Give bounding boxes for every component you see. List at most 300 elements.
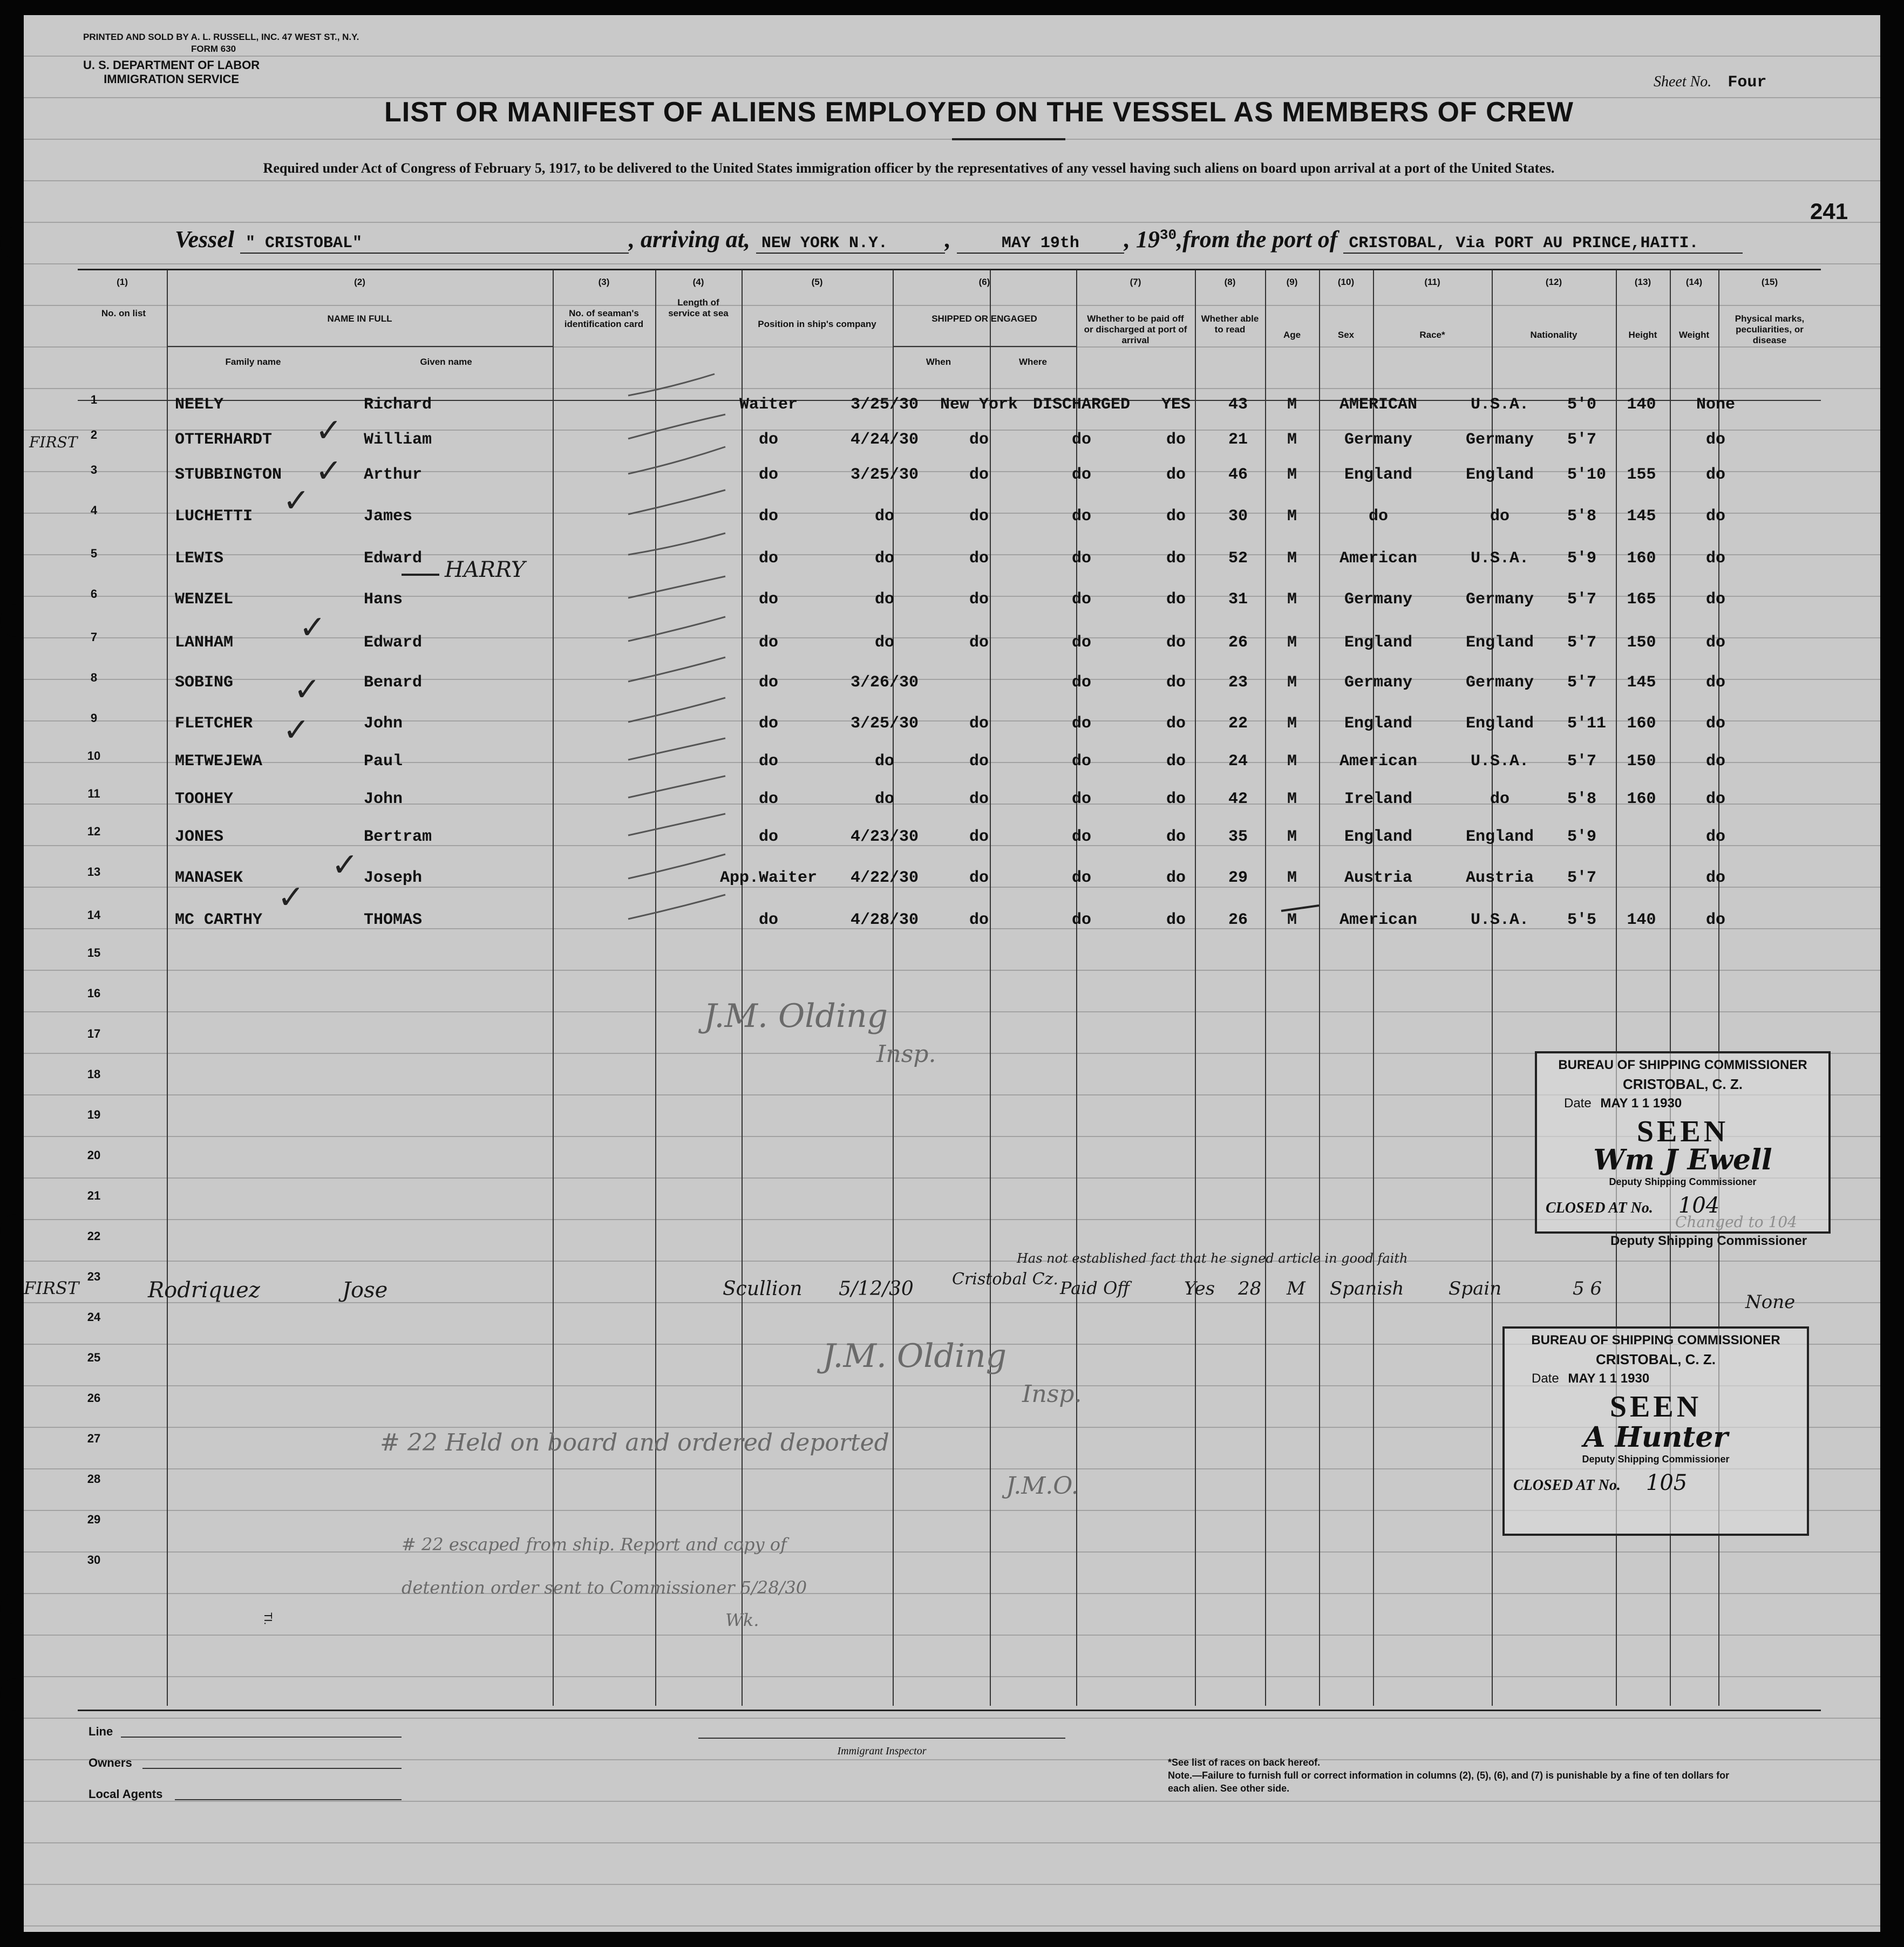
column-number: (10) [1337, 277, 1355, 287]
crew-when-cell: 3/26/30 [850, 673, 919, 692]
footer-rule [78, 1710, 1821, 1711]
crew-position-cell: do [758, 466, 778, 484]
header-when: When [926, 357, 951, 367]
crew-family-cell: LEWIS [175, 549, 224, 568]
crew-age-cell: 46 [1228, 466, 1248, 484]
crew-race-cell: Germany [1344, 590, 1413, 609]
crew-age-cell: 24 [1228, 752, 1248, 771]
crew-where-cell: do [969, 790, 989, 808]
crew-read-cell: do [1166, 869, 1186, 887]
crew-marks-cell: do [1705, 634, 1725, 652]
ditto-stroke [628, 617, 725, 641]
crew-height-cell: 5'8 [1567, 507, 1597, 526]
crew-read-cell: do [1166, 466, 1186, 484]
crew-paid-cell: do [1071, 752, 1091, 771]
row-number: 19 [87, 1108, 101, 1121]
crew-age-cell: 29 [1228, 869, 1248, 887]
crew-when-cell: 4/24/30 [850, 431, 919, 449]
row22-sex: M [1287, 1278, 1305, 1299]
port-label: from the port of [1182, 226, 1338, 253]
row-number: 11 [87, 787, 100, 800]
crew-where-cell: do [969, 590, 989, 609]
crew-family-cell: LUCHETTI [175, 507, 253, 526]
check-mark-icon: ✓ [283, 711, 310, 749]
crew-given-cell: Edward [364, 634, 423, 652]
crew-height-cell: 5'9 [1567, 549, 1597, 568]
escape-note-line-2: detention order sent to Commissioner 5/28/30 [402, 1577, 807, 1598]
stamp-closed-label: CLOSED AT No. [1546, 1200, 1653, 1216]
crew-where-cell: do [969, 431, 989, 449]
vessel-label: Vessel [175, 226, 234, 253]
crew-position-cell: Waiter [739, 396, 798, 414]
crew-sex-cell: M [1287, 396, 1297, 414]
crew-position-cell: do [758, 752, 778, 771]
sheet-value: Four [1728, 73, 1767, 92]
crew-weight-cell: 160 [1627, 549, 1656, 568]
crew-height-cell: 5'8 [1567, 790, 1597, 808]
crew-sex-cell: M [1287, 869, 1297, 887]
footer-line-label: Line [89, 1725, 113, 1738]
port-of-departure: CRISTOBAL, Via PORT AU PRINCE,HAITI. [1343, 234, 1743, 254]
crew-nationality-cell: U.S.A. [1470, 752, 1529, 771]
stamp-date-value: MAY 1 1 1930 [1600, 1096, 1682, 1111]
column-number: (11) [1424, 277, 1440, 287]
stamp-seen: SEEN [1636, 1115, 1729, 1148]
crew-family-cell: MANASEK [175, 869, 243, 887]
crew-position-cell: do [758, 673, 778, 692]
stamp-closed-value: 104 [1678, 1193, 1720, 1218]
footer-line-blank [121, 1737, 402, 1738]
ditto-stroke [628, 533, 725, 555]
column-number: (3) [598, 277, 610, 287]
ditto-stroke [628, 854, 725, 879]
stamp-closed-label: CLOSED AT No. [1513, 1477, 1621, 1494]
crew-race-cell: American [1339, 911, 1418, 929]
crew-nationality-cell: Germany [1465, 590, 1534, 609]
row-number: 8 [90, 671, 98, 684]
age-strikethrough [1281, 906, 1319, 911]
crew-position-cell: do [758, 634, 778, 652]
footer-agents-blank [175, 1799, 402, 1800]
crew-paid-cell: do [1071, 466, 1091, 484]
crew-where-cell: do [969, 466, 989, 484]
row-number: 20 [87, 1148, 101, 1162]
inspector-signature-1: J.M. Olding [704, 997, 888, 1035]
column-number: (9) [1286, 277, 1298, 287]
row-number: 10 [87, 749, 101, 763]
crew-family-cell: FLETCHER [175, 714, 253, 733]
crew-race-cell: England [1344, 634, 1413, 652]
crew-age-cell: 26 [1228, 911, 1248, 929]
row-number: 7 [90, 630, 98, 644]
row22-marks: None [1745, 1291, 1796, 1313]
row-number: 25 [87, 1351, 101, 1364]
margin-mark: TI. [262, 1612, 274, 1625]
crew-marks-cell: do [1705, 869, 1725, 887]
row-number: 14 [87, 908, 101, 922]
crew-when-cell: 3/25/30 [850, 396, 919, 414]
immigrant-inspector-label: Immigrant Inspector [698, 1738, 1065, 1758]
crew-nationality-cell: England [1465, 634, 1534, 652]
crew-position-cell: do [758, 828, 778, 846]
column-number: (6) [978, 277, 990, 287]
crew-age-cell: 21 [1228, 431, 1248, 449]
crew-race-cell: England [1344, 466, 1413, 484]
crew-age-cell: 31 [1228, 590, 1248, 609]
crew-position-cell: do [758, 911, 778, 929]
stamp-seen: SEEN [1609, 1390, 1702, 1424]
crew-where-cell: do [969, 549, 989, 568]
deportation-note-initials: J.M.O. [1006, 1472, 1079, 1500]
crew-when-cell: 4/28/30 [850, 911, 919, 929]
check-mark-icon: ✓ [331, 846, 359, 884]
ditto-stroke [628, 447, 725, 474]
stamp-signature: A Hunter [1583, 1421, 1728, 1454]
row-number: 4 [90, 503, 98, 517]
crew-where-cell: do [969, 752, 989, 771]
crew-given-cell: Bertram [364, 828, 432, 846]
crew-marks-cell: do [1705, 790, 1725, 808]
footer-note-penalty: Note.—Failure to furnish full or correct information in columns (2), (5), (6), and (7) is punishable by a fine of ten dollars for each alien. See other side. [1168, 1770, 1730, 1794]
crew-marks-cell: do [1705, 507, 1725, 526]
stamp-date-label: Date [1564, 1096, 1592, 1111]
header-age: Age [1283, 330, 1301, 340]
crew-weight-cell: 150 [1627, 634, 1656, 652]
column-number: (2) [354, 277, 365, 287]
arriving-label: , arriving at, [629, 226, 750, 253]
crew-position-cell: do [758, 590, 778, 609]
row-number: 9 [90, 711, 98, 725]
row22-when: 5/12/30 [839, 1278, 914, 1300]
stamp-place: CRISTOBAL, C. Z. [1623, 1076, 1743, 1092]
crew-read-cell: do [1166, 911, 1186, 929]
crew-marks-cell: do [1705, 828, 1725, 846]
year-label: , 19 [1124, 226, 1160, 253]
crew-marks-cell: do [1705, 590, 1725, 609]
row22-height: 5 6 [1573, 1278, 1602, 1299]
header-no-on-list: No. on list [101, 308, 146, 318]
crew-paid-cell: do [1071, 507, 1091, 526]
crew-given-cell: Benard [364, 673, 423, 692]
crew-when-cell: do [874, 590, 894, 609]
crew-sex-cell: M [1287, 466, 1297, 484]
crew-when-cell: do [874, 549, 894, 568]
crew-given-cell: Joseph [364, 869, 423, 887]
crew-race-cell: American [1339, 752, 1418, 771]
crew-nationality-cell: England [1465, 714, 1534, 733]
crew-when-cell: do [874, 634, 894, 652]
crew-race-cell: England [1344, 714, 1413, 733]
handwritten-first-row-22: FIRST [24, 1278, 79, 1298]
crew-read-cell: do [1166, 549, 1186, 568]
crew-when-cell: do [874, 752, 894, 771]
row22-where: Cristobal Cz. [952, 1270, 1058, 1289]
arrival-year: 30 [1159, 227, 1177, 243]
crew-nationality-cell: do [1490, 507, 1509, 526]
crew-age-cell: 43 [1228, 396, 1248, 414]
stamp-date-label: Date [1532, 1371, 1559, 1386]
crew-paid-cell: do [1071, 790, 1091, 808]
crew-when-cell: 3/25/30 [850, 466, 919, 484]
row-number: 12 [87, 825, 101, 838]
crew-age-cell: 35 [1228, 828, 1248, 846]
header-id-card: No. of seaman's identification card [564, 308, 644, 329]
escape-note-initials: Wk. [725, 1610, 759, 1630]
crew-race-cell: England [1344, 828, 1413, 846]
crew-marks-cell: None [1696, 396, 1735, 414]
row-number: 29 [87, 1513, 101, 1526]
ditto-stroke [628, 698, 725, 722]
sheet-label: Sheet No. [1654, 73, 1712, 90]
crew-height-cell: 5'7 [1567, 752, 1597, 771]
crew-given-cell: Paul [364, 752, 403, 771]
crew-where-cell: do [969, 634, 989, 652]
crew-position-cell: App.Waiter [719, 869, 818, 887]
crew-given-cell: James [364, 507, 413, 526]
crew-age-cell: 52 [1228, 549, 1248, 568]
crew-read-cell: YES [1161, 396, 1191, 414]
header-physical-marks: Physical marks, peculiarities, or disease [1735, 314, 1805, 345]
crew-race-cell: do [1368, 507, 1388, 526]
header-given-name: Given name [420, 357, 472, 367]
form-number: FORM 630 [191, 44, 236, 54]
crew-family-cell: METWEJEWA [175, 752, 263, 771]
stamp-signature: Wm J Ewell [1593, 1143, 1772, 1176]
crew-weight-cell: 155 [1627, 466, 1656, 484]
crew-race-cell: Austria [1344, 869, 1413, 887]
crew-nationality-cell: do [1490, 790, 1509, 808]
crew-sex-cell: M [1287, 911, 1297, 929]
crew-height-cell: 5'7 [1567, 431, 1597, 449]
crew-position-cell: do [758, 431, 778, 449]
footer-note-races: *See list of races on back hereof. [1168, 1757, 1321, 1768]
crew-marks-cell: do [1705, 549, 1725, 568]
deputy-shipping-commissioner-label: Deputy Shipping Commissioner [1610, 1234, 1807, 1248]
row-number: 24 [87, 1310, 101, 1324]
crew-sex-cell: M [1287, 507, 1297, 526]
row-number: 15 [87, 946, 101, 959]
crew-read-cell: do [1166, 507, 1186, 526]
crew-weight-cell: 160 [1627, 790, 1656, 808]
crew-given-cell: John [364, 790, 403, 808]
row-number: 23 [87, 1270, 101, 1283]
ditto-stroke [628, 490, 725, 514]
crew-given-cell: Edward [364, 549, 423, 568]
crew-read-cell: do [1166, 790, 1186, 808]
ditto-stroke [628, 657, 725, 682]
crew-sex-cell: M [1287, 828, 1297, 846]
crew-family-cell: MC CARTHY [175, 911, 263, 929]
crew-position-cell: do [758, 549, 778, 568]
stamp-closed-value: 105 [1645, 1471, 1688, 1495]
crew-sex-cell: M [1287, 714, 1297, 733]
ditto-stroke [628, 738, 725, 760]
row-number: 17 [87, 1027, 101, 1040]
header-weight: Weight [1678, 330, 1710, 340]
crew-nationality-cell: England [1465, 828, 1534, 846]
crew-paid-cell: DISCHARGED [1032, 396, 1131, 414]
crew-position-cell: do [758, 790, 778, 808]
footer-notes [1168, 1756, 1751, 1795]
check-mark-icon: ✓ [315, 412, 343, 450]
crew-when-cell: 3/25/30 [850, 714, 919, 733]
crew-given-cell: John [364, 714, 403, 733]
crew-sex-cell: M [1287, 634, 1297, 652]
crew-when-cell: do [874, 507, 894, 526]
crew-height-cell: 5'7 [1567, 673, 1597, 692]
crew-sex-cell: M [1287, 673, 1297, 692]
row-number: 13 [87, 865, 101, 879]
footer-agents-label: Local Agents [89, 1787, 163, 1801]
crew-paid-cell: do [1071, 828, 1091, 846]
row-number: 30 [87, 1553, 101, 1567]
crew-nationality-cell: England [1465, 466, 1534, 484]
crew-race-cell: Germany [1344, 673, 1413, 692]
header-sex: Sex [1337, 330, 1355, 340]
column-number: (15) [1761, 277, 1778, 287]
column-number: (4) [692, 277, 704, 287]
column-number: (12) [1545, 277, 1562, 287]
vessel-line: Vessel " CRISTOBAL" , arriving at, NEW YORK N.Y. , MAY 19th , $19^{30},from$ the port of CRISTOBAL, Via PORT AU PRINCE,HAITI. [175, 226, 1740, 254]
page-subtitle: Required under Act of Congress of February 5, 1917, to be delivered to the United States immigration officer by the representatives of any vessel having such aliens on board upon arrival at a port of the United States. [263, 160, 1555, 176]
header-family-name: Family name [225, 357, 281, 367]
crew-race-cell: AMERICAN [1339, 396, 1418, 414]
stamp-closed [1546, 1193, 1828, 1218]
crew-marks-cell: do [1705, 752, 1725, 771]
crew-family-cell: WENZEL [175, 590, 234, 609]
crew-paid-cell: do [1071, 911, 1091, 929]
crew-when-cell: do [874, 790, 894, 808]
stamp-subtitle: Deputy Shipping Commissioner [1582, 1454, 1730, 1465]
row22-race: Spanish [1330, 1278, 1404, 1299]
stamp-date [1532, 1371, 1807, 1386]
row-number: 22 [87, 1229, 101, 1243]
ditto-stroke [628, 776, 725, 798]
crew-age-cell: 30 [1228, 507, 1248, 526]
arrival-date: MAY 19th [957, 234, 1124, 254]
row22-able-to-read: Yes [1184, 1278, 1215, 1299]
crew-marks-cell: do [1705, 714, 1725, 733]
ditto-stroke [628, 814, 725, 835]
printer-line: PRINTED AND SOLD BY A. L. RUSSELL, INC. 47 WEST ST., N.Y. [83, 32, 359, 42]
crew-nationality-cell: Austria [1465, 869, 1534, 887]
check-mark-icon: ✓ [315, 452, 343, 490]
header-length-of-service: Length of service at sea [668, 297, 729, 318]
crew-read-cell: do [1166, 431, 1186, 449]
footer-owners-blank [142, 1768, 402, 1769]
check-mark-icon: ✓ [277, 879, 305, 916]
crew-age-cell: 26 [1228, 634, 1248, 652]
crew-age-cell: 23 [1228, 673, 1248, 692]
crew-weight-cell: 145 [1627, 673, 1656, 692]
crew-marks-cell: do [1705, 911, 1725, 929]
manifest-sheet [24, 15, 1880, 1932]
header-nationality: Nationality [1530, 330, 1577, 340]
crew-sex-cell: M [1287, 431, 1297, 449]
ditto-stroke [628, 576, 725, 598]
crew-age-cell: 42 [1228, 790, 1248, 808]
ditto-stroke [628, 895, 725, 919]
row22-note: Has not established fact that he signed article in good faith [1017, 1251, 1408, 1266]
header-position: Position in ship's company [758, 319, 876, 329]
crew-given-cell: THOMAS [364, 911, 423, 929]
vessel-name: " CRISTOBAL" [240, 234, 629, 254]
crew-nationality-cell: U.S.A. [1470, 549, 1529, 568]
crew-family-cell: LANHAM [175, 634, 234, 652]
escape-note-line-1: # 22 escaped from ship. Report and copy of [402, 1534, 787, 1555]
column-number: (14) [1685, 277, 1703, 287]
crew-where-cell: do [969, 869, 989, 887]
service-line: IMMIGRATION SERVICE [104, 72, 240, 86]
row22-paid-off: Paid Off [1060, 1278, 1130, 1298]
header-able-to-read: Whether able to read [1201, 314, 1259, 335]
page-title: LIST OR MANIFEST OF ALIENS EMPLOYED ON THE VESSEL AS MEMBERS OF CREW [384, 97, 1574, 128]
ditto-stroke [628, 374, 715, 396]
header-height: Height [1628, 330, 1657, 340]
row22-position: Scullion [723, 1278, 803, 1300]
column-4-ditto-strokes [24, 15, 1880, 1932]
crew-weight-cell: 150 [1627, 752, 1656, 771]
crew-when-cell: 4/23/30 [850, 828, 919, 846]
crew-family-cell: JONES [175, 828, 224, 846]
page-number: 241 [1810, 199, 1848, 224]
row-number: 1 [90, 393, 98, 406]
header-name-in-full: NAME IN FULL [327, 314, 392, 324]
stamp-title: BUREAU OF SHIPPING COMMISSIONER [1531, 1333, 1780, 1347]
row-number: 6 [90, 587, 98, 601]
row-number: 27 [87, 1432, 101, 1445]
crew-sex-cell: M [1287, 549, 1297, 568]
crew-race-cell: Germany [1344, 431, 1413, 449]
crew-nationality-cell: Germany [1465, 673, 1534, 692]
inspector-signature-2: J.M. Olding [822, 1337, 1007, 1375]
crew-read-cell: do [1166, 634, 1186, 652]
row-number: 26 [87, 1391, 101, 1405]
footer-owners-label: Owners [89, 1756, 132, 1769]
inspector-title-1: Insp. [876, 1040, 936, 1068]
crew-race-cell: Ireland [1344, 790, 1413, 808]
inspector-title-2: Insp. [1022, 1380, 1082, 1408]
crew-family-cell: OTTERHARDT [175, 431, 273, 449]
crew-family-cell: TOOHEY [175, 790, 234, 808]
crew-paid-cell: do [1071, 431, 1091, 449]
row-number: 5 [90, 547, 98, 560]
crew-paid-cell: do [1071, 634, 1091, 652]
crew-age-cell: 22 [1228, 714, 1248, 733]
column-number: (13) [1634, 277, 1651, 287]
check-mark-icon: ✓ [299, 609, 327, 646]
row-number: 3 [90, 463, 98, 476]
crew-weight-cell: 140 [1627, 396, 1656, 414]
crew-height-cell: 5'7 [1567, 869, 1597, 887]
crew-when-cell: 4/22/30 [850, 869, 919, 887]
crew-weight-cell: 160 [1627, 714, 1656, 733]
crew-weight-cell: 165 [1627, 590, 1656, 609]
header-race: Race* [1419, 330, 1445, 340]
row-number: 28 [87, 1472, 101, 1486]
check-mark-icon: ✓ [283, 482, 310, 520]
bureau-stamp-2 [1502, 1326, 1809, 1536]
crew-read-cell: do [1166, 828, 1186, 846]
department-line: U. S. DEPARTMENT OF LABOR [83, 58, 260, 72]
stamp-subtitle: Deputy Shipping Commissioner [1609, 1176, 1757, 1187]
crew-height-cell: 5'7 [1567, 590, 1597, 609]
row-number: 21 [87, 1189, 101, 1202]
crew-marks-cell: do [1705, 466, 1725, 484]
crew-given-cell: Arthur [364, 466, 423, 484]
ditto-stroke [628, 414, 725, 439]
crew-race-cell: American [1339, 549, 1418, 568]
